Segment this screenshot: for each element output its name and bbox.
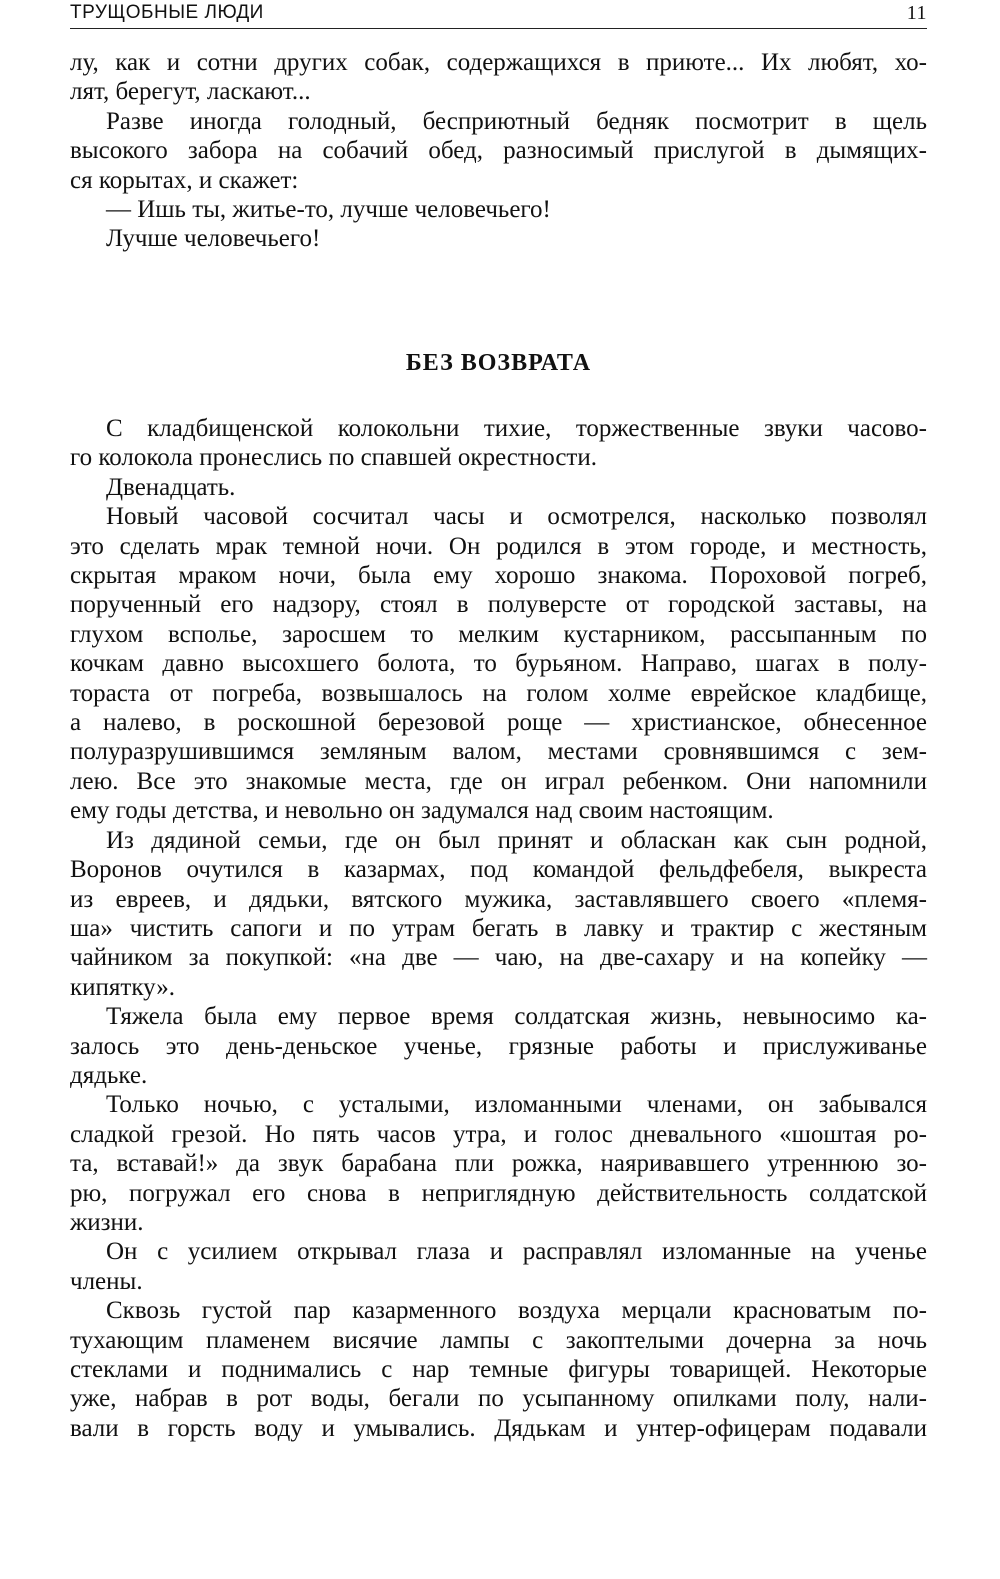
- text-line: а налево, в роскошной березовой роще — христианское, обнесенное: [70, 709, 927, 737]
- text-line: Лучше человечьего!: [106, 225, 321, 253]
- text-line: лею. Все это знакомые места, где он играл ребенком. Они напомнили: [70, 767, 927, 795]
- text-line: ша» чистить сапоги и по утрам бегать в лавку и трактир с жестяным: [70, 914, 927, 942]
- text-line: вали в горсть воду и умывались. Дядькам и унтер-офицерам подавали: [70, 1414, 927, 1442]
- text-line: лят, берегут, ласкают...: [70, 78, 311, 106]
- text-line: Из дядиной семьи, где он был принят и обласкан как сын родной,: [106, 826, 927, 854]
- text-line: Разве иногда голодный, бесприютный бедняк посмотрит в щель: [106, 107, 927, 135]
- text-line: из евреев, и дядьки, вятского мужика, заставлявшего своего «племя-: [70, 885, 927, 913]
- page-number: 11: [906, 2, 927, 24]
- text-line: рю, погружал его снова в неприглядную действительность солдатской: [70, 1179, 927, 1207]
- text-line: стеклами и поднимались с нар темные фигуры товарищей. Некоторые: [70, 1356, 927, 1383]
- text-line: та, вставай!» да звук барабана пли рожка, наяривавшего утреннюю зо-: [70, 1150, 927, 1178]
- text-line: дядьке.: [70, 1061, 148, 1089]
- text-line: го колокола пронеслись по спавшей окрестности.: [70, 444, 597, 472]
- header-rule: [70, 28, 927, 29]
- text-line: Сквозь густой пар казарменного воздуха мерцали красноватым по-: [106, 1297, 927, 1325]
- text-line: тухающим пламенем висячие лампы с закоптелыми дочерна за ночь: [70, 1326, 927, 1354]
- text-line: полуразрушившимся земляным валом, местами сровнявшимся с зем-: [70, 738, 927, 766]
- text-line: глухом всполье, заросшем то мелким кустарником, рассыпанным по: [70, 620, 927, 648]
- text-line: Новый часовой сосчитал часы и осмотрелся, насколько позволял: [106, 503, 927, 531]
- text-line: Двенадцать.: [106, 473, 236, 501]
- text-line: чайником за покупкой: «на две — чаю, на две-сахару и на копейку —: [70, 944, 927, 972]
- text-line: сладкой грезой. Но пять часов утра, и голос дневального «шоштая ро-: [70, 1120, 927, 1148]
- text-line: порученный его надзору, стоял в полуверсте от городской заставы, на: [70, 591, 927, 619]
- text-line: кочкам давно высохшего болота, то бурьяном. Направо, шагах в полу-: [70, 650, 927, 678]
- text-line: ему годы детства, и невольно он задумался над своим настоящим.: [70, 797, 774, 825]
- text-line: ся корытах, и скажет:: [70, 166, 299, 194]
- text-line: уже, набрав в рот воды, бегали по усыпанному опилками полу, нали-: [70, 1385, 927, 1413]
- section-title: БЕЗ ВОЗВРАТА: [405, 350, 592, 376]
- story-text: [70, 414, 927, 1443]
- text-line: Только ночью, с усталыми, изломанными членами, он забывался: [106, 1091, 927, 1119]
- text-line: Воронов очутился в казармах, под командой фельдфебеля, выкреста: [70, 856, 927, 884]
- text-line: скрытая мраком ночи, была ему хорошо знакома. Пороховой погреб,: [70, 562, 927, 590]
- running-head: [70, 2, 927, 26]
- text-line: С кладбищенской колокольни тихие, торжественные звуки часово-: [106, 415, 927, 442]
- text-line: это сделать мрак темной ночи. Он родился в этом городе, и местность,: [70, 532, 927, 560]
- intro-text: [70, 48, 927, 254]
- text-line: члены.: [70, 1267, 143, 1295]
- text-line: Тяжела была ему первое время солдатская жизнь, невыносимо ка-: [106, 1003, 927, 1031]
- text-line: Он с усилием открывал глаза и расправлял изломанные на ученье: [106, 1238, 927, 1266]
- text-line: высокого забора на собачий обед, разносимый прислугой в дымящих-: [70, 137, 927, 165]
- text-line: тораста от погреба, возвышалось на голом холме еврейское кладбище,: [70, 679, 927, 707]
- text-line: кипятку».: [70, 973, 175, 1001]
- text-line: лу, как и сотни других собак, содержащихся в приюте... Их любят, хо-: [70, 49, 927, 76]
- running-title: ТРУЩОБНЫЕ ЛЮДИ: [70, 2, 264, 23]
- text-line: — Ишь ты, житье-то, лучше человечьего!: [106, 196, 551, 224]
- text-line: залось это день-деньское ученье, грязные работы и прислуживанье: [70, 1032, 927, 1060]
- text-line: жизни.: [70, 1208, 144, 1236]
